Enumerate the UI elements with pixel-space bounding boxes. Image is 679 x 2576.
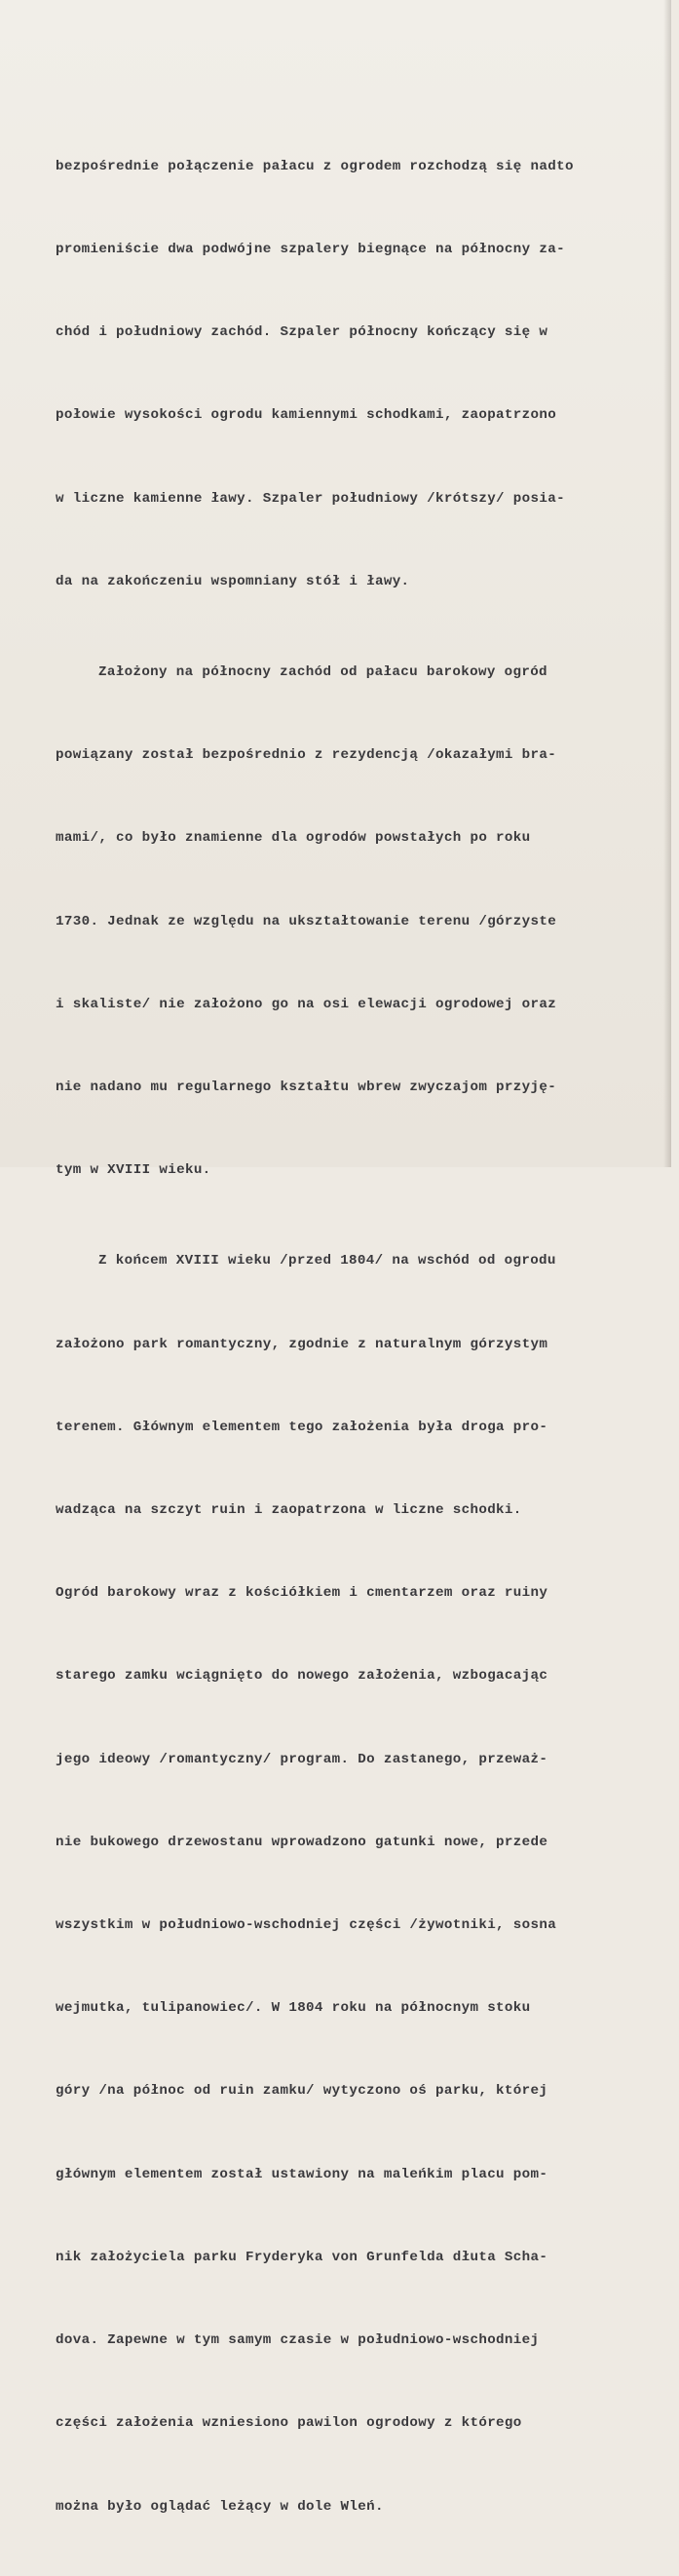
text-line: nie nadano mu regularnego kształtu wbrew zwyczajom przyję-: [56, 1080, 557, 1096]
text-line: i skaliste/ nie założono go na osi elewacji ogrodowej oraz: [56, 996, 557, 1012]
text-line: dova. Zapewne w tym samym czasie w południowo-wschodniej: [56, 2332, 540, 2349]
text-line: wszystkim w południowo-wschodniej części /żywotniki, sosna: [56, 1917, 557, 1934]
text-line: jego ideowy /romantyczny/ program. Do zastanego, przeważ-: [56, 1751, 548, 1767]
text-line: chód i południowy zachód. Szpaler północny kończący się w: [56, 324, 548, 341]
text-line: części założenia wzniesiono pawilon ogrodowy z którego: [56, 2415, 522, 2432]
text-line: Założony na północny zachód od pałacu barokowy ogród: [98, 664, 547, 681]
text-line: wejmutka, tulipanowiec/. W 1804 roku na północnym stoku: [56, 2000, 531, 2017]
text-line: w liczne kamienne ławy. Szpaler południowy /krótszy/ posia-: [56, 490, 565, 507]
text-line: mami/, co było znamienne dla ogrodów powstałych po roku: [56, 830, 531, 847]
text-line: bezpośrednie połączenie pałacu z ogrodem rozchodzą się nadto: [56, 158, 574, 174]
text-line: głównym elementem został ustawiony na maleńkim placu pom-: [56, 2166, 548, 2182]
text-line: Ogród barokowy wraz z kościółkiem i cmentarzem oraz ruiny: [56, 1585, 548, 1602]
text-line: można było oglądać leżący w dole Wleń.: [56, 2498, 384, 2515]
text-line: da na zakończeniu wspomniany stół i ławy.: [56, 573, 410, 589]
text-line: promieniście dwa podwójne szpalery biegnące na północny za-: [56, 242, 565, 258]
text-line: wadząca na szczyt ruin i zaopatrzona w liczne schodki.: [56, 1502, 522, 1519]
text-line: nie bukowego drzewostanu wprowadzono gatunki nowe, przede: [56, 1834, 548, 1850]
text-line: nik założyciela parku Fryderyka von Grunfelda dłuta Scha-: [56, 2249, 548, 2265]
text-line: tym w XVIII wieku.: [56, 1162, 211, 1179]
typewritten-text: [56, 97, 679, 2576]
text-line: 1730. Jednak ze względu na ukształtowanie terenu /górzyste: [56, 913, 557, 929]
text-line: powiązany został bezpośrednio z rezydencją /okazałymi bra-: [56, 747, 557, 764]
text-line: założono park romantyczny, zgodnie z naturalnym górzystym: [56, 1336, 548, 1352]
text-line: terenem. Głównym elementem tego założenia była droga pro-: [56, 1419, 548, 1435]
text-line: starego zamku wciągnięto do nowego założenia, wzbogacając: [56, 1668, 548, 1685]
text-line: połowie wysokości ogrodu kamiennymi schodkami, zaopatrzono: [56, 407, 557, 424]
text-line: góry /na północ od ruin zamku/ wytyczono oś parku, której: [56, 2083, 548, 2100]
text-line: Z końcem XVIII wieku /przed 1804/ na wschód od ogrodu: [98, 1253, 556, 1269]
